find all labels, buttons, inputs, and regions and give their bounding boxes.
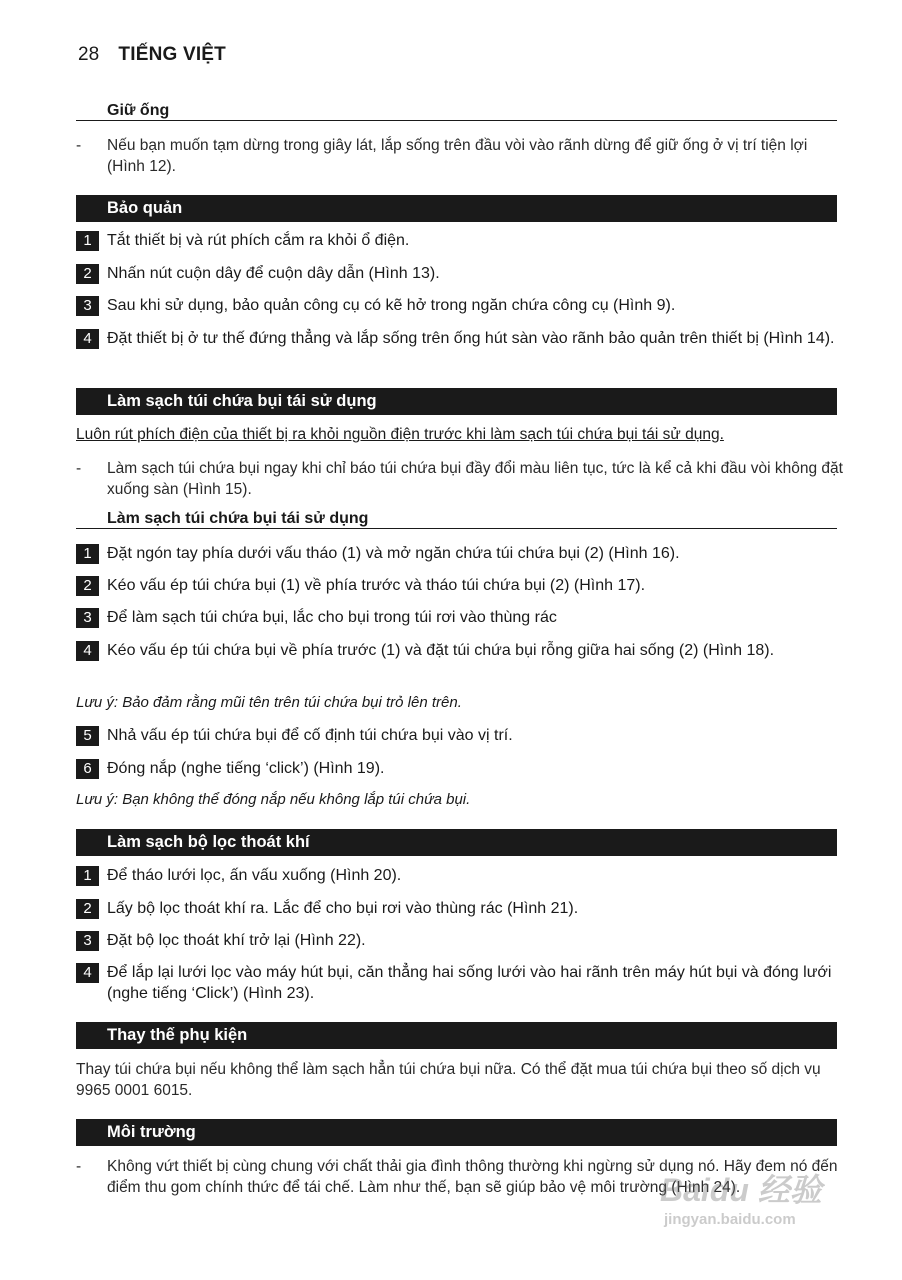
bullet-giu-ong xyxy=(76,135,846,177)
dash-marker: - xyxy=(76,137,82,154)
step-number: 1 xyxy=(76,231,99,251)
page-header xyxy=(78,44,226,66)
page-number: 28 xyxy=(78,44,100,65)
step-tui-5 xyxy=(76,725,846,746)
section-bar-bao-quan: Bảo quản xyxy=(76,195,837,222)
step-text: Tắt thiết bị và rút phích cắm ra khỏi ổ điện. xyxy=(107,232,410,249)
step-loc-4 xyxy=(76,962,846,1004)
step-loc-3 xyxy=(76,930,846,951)
note-lid: Lưu ý: Bạn không thể đóng nắp nếu không lắp túi chứa bụi. xyxy=(76,791,471,808)
step-number: 5 xyxy=(76,726,99,746)
watermark-logo: Baidu 经验 xyxy=(660,1172,822,1208)
step-text: Nhả vấu ép túi chứa bụi để cố định túi chứa bụi vào vị trí. xyxy=(107,727,513,744)
step-text: Đặt thiết bị ở tư thế đứng thẳng và lắp sống trên ống hút sàn vào rãnh bảo quản trên thiết bị (Hình 14). xyxy=(107,330,835,347)
step-number: 2 xyxy=(76,576,99,596)
step-number: 6 xyxy=(76,759,99,779)
step-number: 3 xyxy=(76,296,99,316)
note-arrow: Lưu ý: Bảo đảm rằng mũi tên trên túi chứa bụi trỏ lên trên. xyxy=(76,694,462,711)
bullet-text: Không vứt thiết bị cùng chung với chất thải gia đình thông thường khi ngừng sử dụng nó. Hãy đem nó đến điểm thu gom chính thức để tái chế. Làm như thế, bạn sẽ giúp bảo vệ môi trường (Hình 24). xyxy=(107,1158,838,1196)
step-text: Đặt ngón tay phía dưới vấu tháo (1) và mở ngăn chứa túi chứa bụi (2) (Hình 16). xyxy=(107,545,680,562)
step-number: 3 xyxy=(76,608,99,628)
warning-text: Luôn rút phích điện của thiết bị ra khỏi nguồn điện trước khi làm sạch túi chứa bụi tái sử dụng. xyxy=(76,426,724,443)
step-bao-quan-3 xyxy=(76,295,846,316)
step-loc-1 xyxy=(76,865,846,886)
step-bao-quan-4 xyxy=(76,328,846,349)
step-text: Đặt bộ lọc thoát khí trở lại (Hình 22). xyxy=(107,932,366,949)
bullet-text: Nếu bạn muốn tạm dừng trong giây lát, lắp sống trên đầu vòi vào rãnh dừng để giữ ống ở vị trí tiện lợi (Hình 12). xyxy=(107,137,808,175)
step-text: Kéo vấu ép túi chứa bụi (1) về phía trước và tháo túi chứa bụi (2) (Hình 17). xyxy=(107,577,646,594)
watermark-url: jingyan.baidu.com xyxy=(664,1211,796,1228)
step-text: Lấy bộ lọc thoát khí ra. Lắc để cho bụi rơi vào thùng rác (Hình 21). xyxy=(107,900,579,917)
step-number: 4 xyxy=(76,329,99,349)
step-number: 4 xyxy=(76,963,99,983)
step-number: 2 xyxy=(76,899,99,919)
bullet-lam-sach-tui xyxy=(76,458,846,500)
bullet-text: Làm sạch túi chứa bụi ngay khi chỉ báo túi chứa bụi đầy đổi màu liên tục, tức là kể cả khi đầu vòi không đặt xuống sàn (Hình 15). xyxy=(107,460,843,498)
paragraph-phu-kien: Thay túi chứa bụi nếu không thể làm sạch hẳn túi chứa bụi nữa. Có thể đặt mua túi chứa bụi theo số dịch vụ 9965 0001 6015. xyxy=(76,1061,821,1099)
language-title: TIẾNG VIỆT xyxy=(118,44,226,65)
section-bar-bo-loc: Làm sạch bộ lọc thoát khí xyxy=(76,829,837,856)
step-tui-6 xyxy=(76,758,846,779)
step-text: Nhấn nút cuộn dây để cuộn dây dẫn (Hình 13). xyxy=(107,265,440,282)
step-number: 3 xyxy=(76,931,99,951)
step-text: Kéo vấu ép túi chứa bụi về phía trước (1) và đặt túi chứa bụi rỗng giữa hai sống (2) (Hình 18). xyxy=(107,642,775,659)
step-number: 2 xyxy=(76,264,99,284)
step-bao-quan-1 xyxy=(76,230,846,251)
step-text: Để tháo lưới lọc, ấn vấu xuống (Hình 20). xyxy=(107,867,402,884)
baidu-watermark xyxy=(660,1165,860,1255)
step-text: Để lắp lại lưới lọc vào máy hút bụi, căn thẳng hai sống lưới vào hai rãnh trên máy hút bụi và đóng lưới (nghe tiếng ‘Click’) (Hình 23). xyxy=(107,964,832,1002)
step-number: 4 xyxy=(76,641,99,661)
step-tui-1 xyxy=(76,543,846,564)
step-tui-4 xyxy=(76,640,846,661)
section-bar-lam-sach-tui: Làm sạch túi chứa bụi tái sử dụng xyxy=(76,388,837,415)
step-number: 1 xyxy=(76,544,99,564)
step-tui-2 xyxy=(76,575,846,596)
dash-marker: - xyxy=(76,1158,82,1175)
section-heading-giu-ong: Giữ ống xyxy=(76,102,837,121)
step-text: Sau khi sử dụng, bảo quản công cụ có kẽ hở trong ngăn chứa công cụ (Hình 9). xyxy=(107,297,676,314)
step-bao-quan-2 xyxy=(76,263,846,284)
step-text: Để làm sạch túi chứa bụi, lắc cho bụi trong túi rơi vào thùng rác xyxy=(107,609,557,626)
dash-marker: - xyxy=(76,460,82,477)
section-bar-moi-truong: Môi trường xyxy=(76,1119,837,1146)
step-tui-3 xyxy=(76,607,846,628)
section-bar-phu-kien: Thay thế phụ kiện xyxy=(76,1022,837,1049)
step-loc-2 xyxy=(76,898,846,919)
step-number: 1 xyxy=(76,866,99,886)
section-heading-lam-sach-tui: Làm sạch túi chứa bụi tái sử dụng xyxy=(76,510,837,529)
step-text: Đóng nắp (nghe tiếng ‘click’) (Hình 19). xyxy=(107,760,385,777)
